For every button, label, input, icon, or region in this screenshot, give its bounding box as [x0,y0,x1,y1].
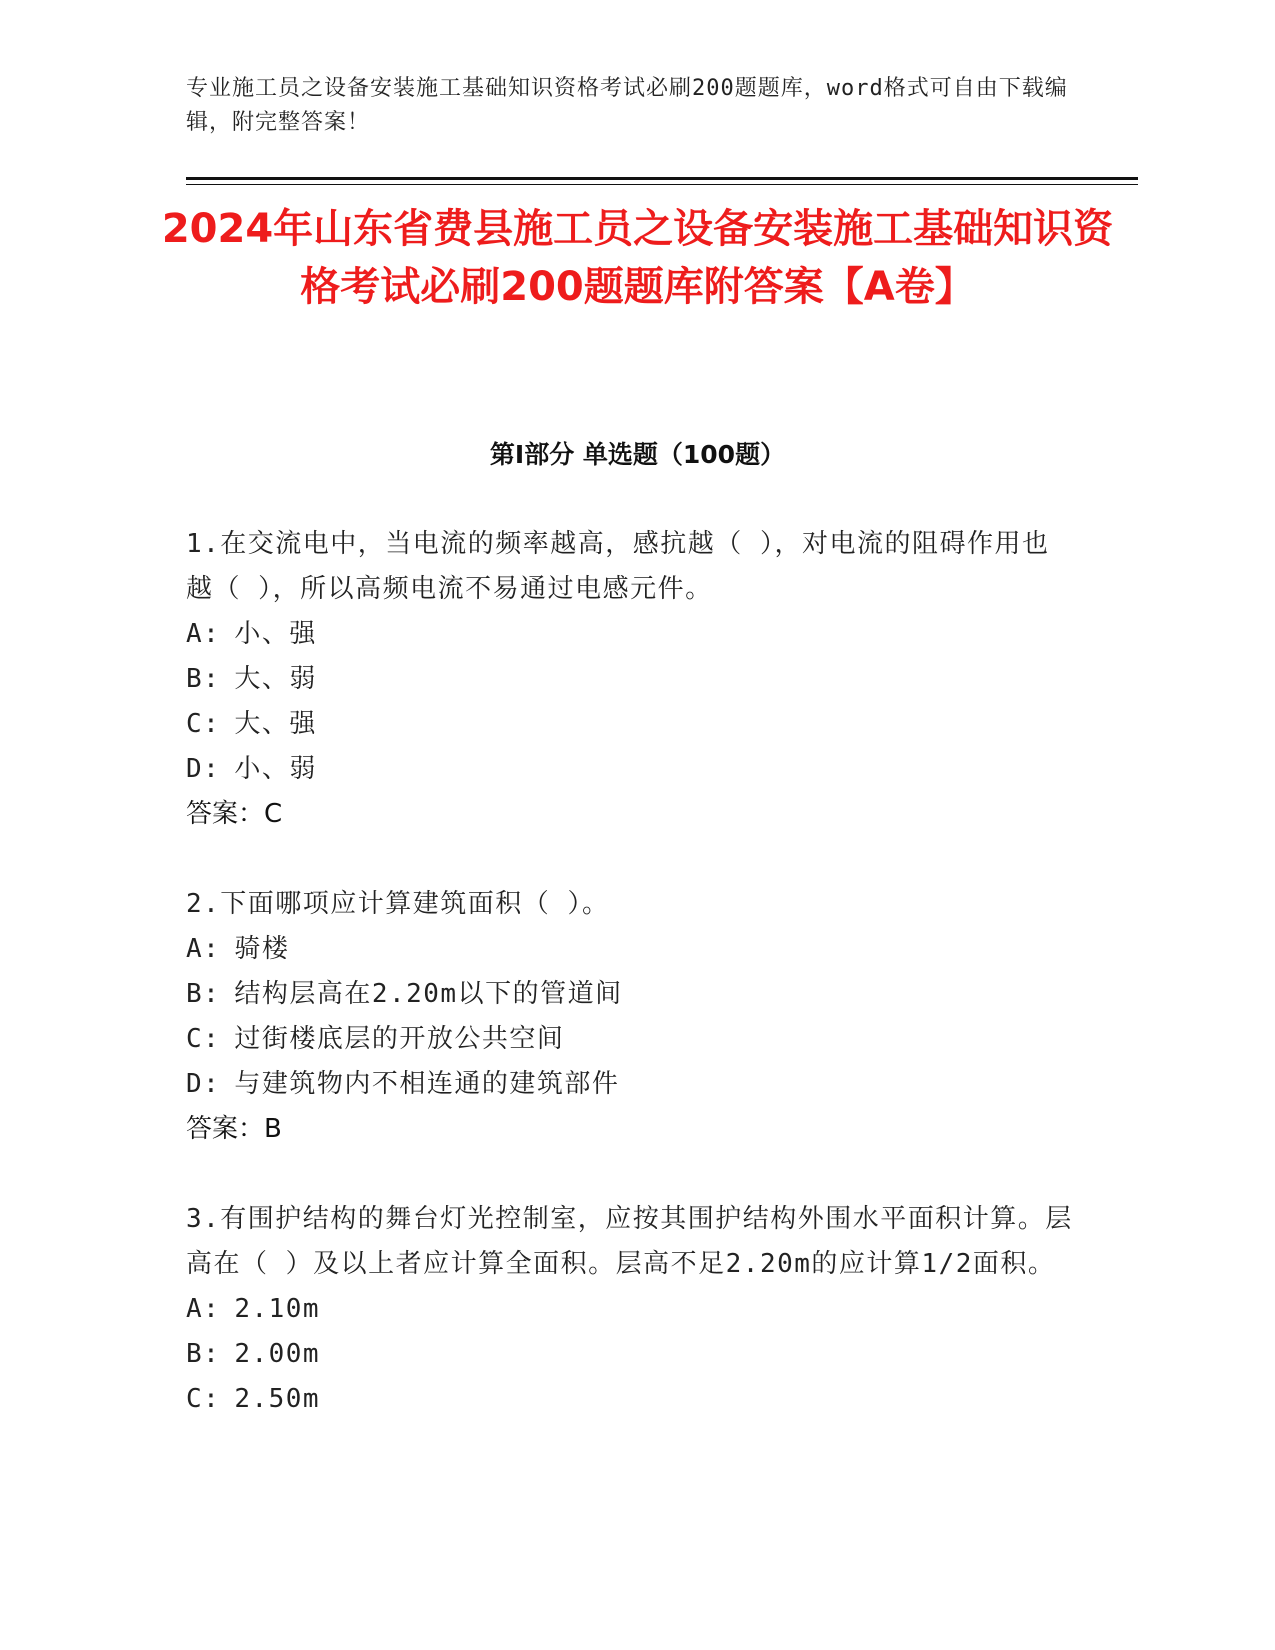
option-text: 与建筑物内不相连通的建筑部件 [234,1069,620,1099]
option-a [186,612,1076,657]
option-text: 2.00m [234,1339,321,1369]
option-letter: D: [186,1069,221,1099]
question-item [186,522,1076,837]
option-letter: B: [186,664,221,694]
question-list [186,522,1076,1467]
option-letter: D: [186,754,221,784]
option-text: 过街楼底层的开放公共空间 [234,1024,565,1054]
option-text: 2.10m [234,1294,321,1324]
option-c [186,1017,1076,1062]
option-c [186,702,1076,747]
header-divider-thin [186,184,1138,185]
answer-line: 答案：B [186,1114,282,1144]
option-letter: B: [186,1339,221,1369]
question-item [186,1197,1076,1422]
option-text: 结构层高在2.20m以下的管道间 [234,979,623,1009]
option-b [186,972,1076,1017]
section-heading: 第Ⅰ部分 单选题（100题） [489,440,786,469]
option-a [186,927,1076,972]
option-text: 小、强 [234,619,317,649]
option-d [186,1062,1076,1107]
option-letter: C: [186,1384,221,1414]
option-b [186,1332,1076,1377]
document-title: 2024年山东省费县施工员之设备安装施工基础知识资格考试必刷200题题库附答案【A卷】 [161,206,1114,310]
option-letter: A: [186,934,221,964]
question-item [186,882,1076,1152]
option-text: 大、弱 [234,664,317,694]
question-stem: 2.下面哪项应计算建筑面积（ ）。 [186,889,610,919]
option-text: 骑楼 [234,934,290,964]
header-divider-thick [186,177,1138,180]
option-text: 大、强 [234,709,317,739]
option-d [186,747,1076,792]
answer-line: 答案：C [186,799,283,829]
option-letter: A: [186,1294,221,1324]
question-stem: 3.有围护结构的舞台灯光控制室，应按其围护结构外围水平面积计算。层高在（ ）及以上者应计算全面积。层高不足2.20m的应计算1/2面积。 [186,1204,1073,1279]
option-letter: C: [186,1024,221,1054]
option-text: 小、弱 [234,754,317,784]
option-letter: C: [186,709,221,739]
option-letter: B: [186,979,221,1009]
option-text: 2.50m [234,1384,321,1414]
option-a [186,1287,1076,1332]
header-note: 专业施工员之设备安装施工基础知识资格考试必刷200题题库，word格式可自由下载编辑，附完整答案！ [186,76,1068,135]
option-c [186,1377,1076,1422]
question-stem: 1.在交流电中，当电流的频率越高，感抗越（ ），对电流的阻碍作用也越（ ），所以高频电流不易通过电感元件。 [186,529,1050,604]
option-letter: A: [186,619,221,649]
option-b [186,657,1076,702]
